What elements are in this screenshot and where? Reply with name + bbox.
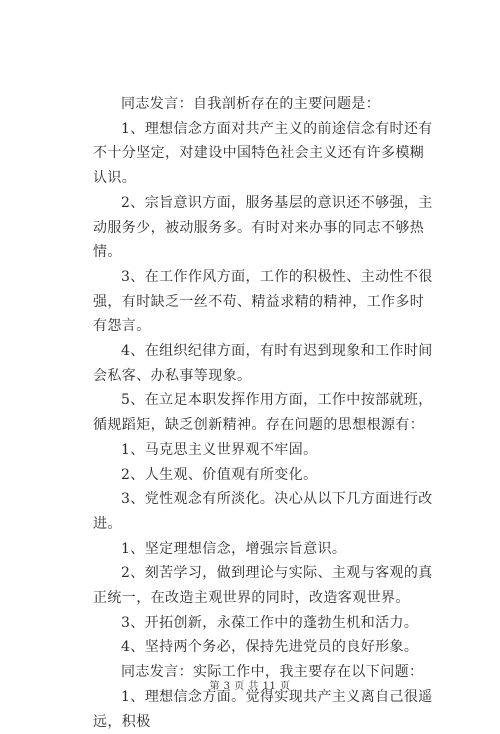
page-footer: 第 3 页 共 11 页 xyxy=(209,681,291,692)
paragraph: 1、马克思主义世界观不牢固。 xyxy=(121,441,318,458)
paragraph: 3、开拓创新，永葆工作中的蓬勃生机和活力。 xyxy=(121,614,419,631)
paragraph: 同志发言：实际工作中，我主要存在以下问题： xyxy=(121,664,424,681)
document-body xyxy=(93,92,437,734)
paragraph: 4、在组织纪律方面，有时有迟到现象和工作时间会私客、办私事等现象。 xyxy=(93,343,433,384)
paragraph: 3、党性观念有所淡化。决心从以下几方面进行改进。 xyxy=(93,491,433,532)
paragraph: 2、宗旨意识方面，服务基层的意识还不够强，主动服务少，被动服务多。有时对来办事的同志不够热情。 xyxy=(93,194,433,261)
paragraph: 3、在工作作风方面，工作的积极性、主动性不很强，有时缺乏一丝不苟、精益求精的精神，工作多时有怨言。 xyxy=(93,268,433,335)
paragraph: 1、坚定理想信念，增强宗旨意识。 xyxy=(121,540,347,557)
paragraph: 4、坚持两个务必，保持先进党员的良好形象。 xyxy=(121,639,419,656)
paragraph: 2、刻苦学习，做到理论与实际、主观与客观的真正统一，在改造主观世界的同时，改造客观世界。 xyxy=(93,565,433,607)
paragraph: 2、人生观、价值观有所变化。 xyxy=(121,466,318,483)
paragraph: 同志发言：自我剖析存在的主要问题是： xyxy=(121,96,381,112)
paragraph: 1、理想信念方面。觉得实现共产主义离自己很遥远，积极 xyxy=(93,688,433,730)
paragraph: 5、在立足本职发挥作用方面，工作中按部就班，循规蹈矩，缺乏创新精神。存在问题的思想根源有： xyxy=(93,392,433,434)
paragraph: 1、理想信念方面对共产主义的前途信念有时还有不十分坚定，对建设中国特色社会主义还有许多模糊认识。 xyxy=(93,120,433,187)
